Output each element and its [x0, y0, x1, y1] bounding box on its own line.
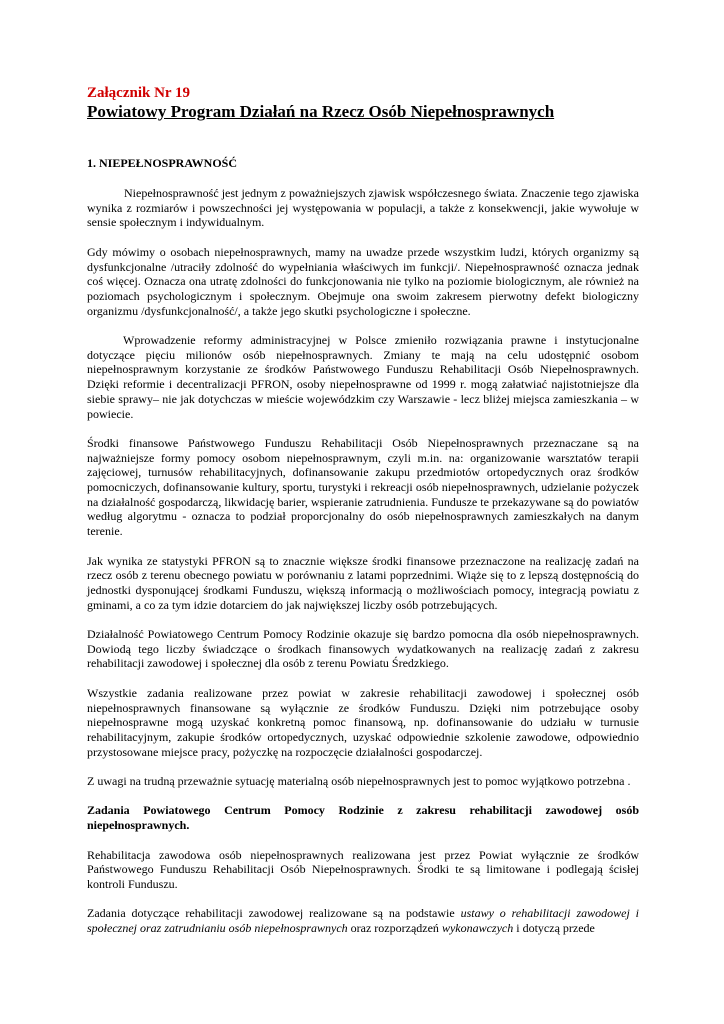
paragraph-text: i dotyczą przede: [513, 921, 595, 935]
paragraph: Niepełnosprawność jest jednym z poważniejszych zjawisk współczesnego świata. Znaczenie tego zjawiska wynika z rozmiarów i powszechności jej występowania w populacji, a także z konsekwencji, jakie wywołuje w sensie społecznym i indywidualnym.: [87, 186, 639, 230]
document-title: Powiatowy Program Działań na Rzecz Osób Niepełnosprawnych: [87, 102, 555, 121]
paragraph: Rehabilitacja zawodowa osób niepełnosprawnych realizowana jest przez Powiat wyłącznie ze środków Państwowego Funduszu Rehabilitacji Osób Niepełnosprawnych. Środki te są limitowane i podlegają ścisłej kontroli Funduszu.: [87, 847, 639, 891]
regulation-term: wykonawczych: [441, 921, 514, 935]
subheading-paragraph: Zadania Powiatowego Centrum Pomocy Rodzinie z zakresu rehabilitacji zawodowej osób niepełnosprawnych.: [87, 803, 639, 833]
paragraph: Gdy mówimy o osobach niepełnosprawnych, mamy na uwadze przede wszystkim ludzi, których organizmy są dysfunkcjonalne /utraciły zdolność do wypełniania właściwych im funkcji/. Niepełnosprawność oznacza jednak coś więcej. Oznacza ona utratę zdolności do funkcjonowania nie tylko na poziomie biologicznym, ale również na poziomach psychologicznym i społecznym. Obejmuje ona swoim zakresem pierwotny defekt biologiczny organizmu /dysfunkcjonalność/, a także jego skutki psychologiczne i społeczne.: [87, 244, 639, 318]
paragraph-last: [87, 906, 639, 935]
paragraph: Z uwagi na trudną przeważnie sytuację materialną osób niepełnosprawnych jest to pomoc wyjątkowo potrzebna .: [87, 774, 631, 789]
legal-act-title: ustawy o rehabilitacji zawodowej i społecznej oraz zatrudnianiu osób niepełnosprawnych: [87, 906, 640, 935]
annex-label: Załącznik Nr 19: [87, 85, 191, 101]
paragraph: Jak wynika ze statystyki PFRON są to znacznie większe środki finansowe przeznaczone na realizację zadań na rzecz osób z terenu obecnego powiatu w porównaniu z latami poprzednimi. Wiąże się to z lepszą dostępnością do jednostki dysponującej środkami Funduszu, większą informacją o możliwościach pomocy, integracją powiatu z gminami, a co za tym idzie dotarciem do jak największej liczby osób potrzebujących.: [87, 553, 639, 612]
paragraph: Środki finansowe Państwowego Funduszu Rehabilitacji Osób Niepełnosprawnych przeznaczane są na najważniejsze formy pomocy osobom niepełnosprawnym, czyli m.in. na: organizowanie warsztatów terapii zajęciowej, turnusów rehabilitacyjnych, dofinansowanie zakupu przedmiotów ortopedycznych oraz środków pomocniczych, dofinansowanie kultury, sportu, turystyki i rekreacji osób niepełnosprawnych, udzielanie pożyczek na działalność gospodarczą, likwidację barier, wspieranie zatrudnienia. Fundusze te przekazywane są do powiatów według algorytmu - oznacza to podział proporcjonalny do osób niepełnosprawnych zamieszkałych na danym terenie.: [87, 435, 639, 539]
section-heading: 1. NIEPEŁNOSPRAWNOŚĆ: [87, 156, 238, 170]
paragraph: Wprowadzenie reformy administracyjnej w Polsce zmieniło rozwiązania prawne i instytucjonalne dotyczące pięciu milionów osób niepełnosprawnych. Zmiany te mają na celu udostępnić osobom niepełnosprawnym korzystanie ze środków Państwowego Funduszu Rehabilitacji Osób Niepełnosprawnych. Dzięki reformie i decentralizacji PFRON, osoby niepełnosprawne od 1999 r. mogą załatwiać najistotniejsze dla siebie sprawy– nie jak dotychczas w mieście wojewódzkim czy Warszawie - lecz bliżej miejsca zamieszkania – w powiecie.: [87, 333, 639, 421]
document-body: [87, 85, 639, 936]
paragraph: Wszystkie zadania realizowane przez powiat w zakresie rehabilitacji zawodowej i społecznej osób niepełnosprawnych finansowane są wyłącznie ze środków Funduszu. Dzięki nim potrzebujące osoby niepełnosprawne mogą uzyskać konkretną pomoc finansową, np. dofinansowanie do udziału w turnusie rehabilitacyjnym, zakupie środków ortopedycznych, uzyskać odpowiednie szkolenie zawodowe, odpowiednio przystosowane miejsce pracy, pożyczkę na rozpoczęcie działalności gospodarczej.: [87, 685, 639, 759]
paragraph: Działalność Powiatowego Centrum Pomocy Rodzinie okazuje się bardzo pomocna dla osób niepełnosprawnych. Dowiodą tego liczby świadczące o środkach finansowych wydatkowanych na realizację zadań z zakresu rehabilitacji zawodowej i społecznej dla osób z terenu Powiatu Średzkiego.: [87, 627, 639, 671]
paragraph-text: oraz rozporządzeń: [347, 921, 442, 935]
paragraph-text: Zadania dotyczące rehabilitacji zawodowej realizowane są na podstawie: [87, 906, 461, 921]
